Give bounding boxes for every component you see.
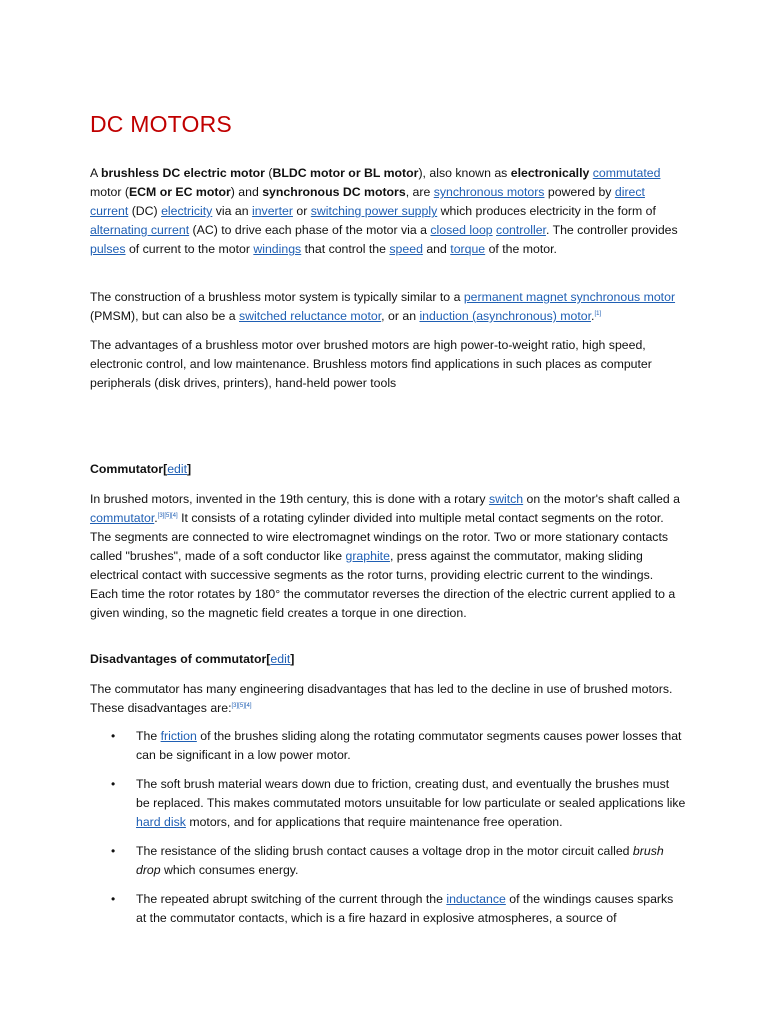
list-item	[111, 775, 686, 832]
text: The repeated abrupt switching of the current through the	[136, 892, 447, 906]
text: motors, and for applications that require maintenance free operation.	[185, 815, 563, 829]
link-switching-power-supply[interactable]: switching power supply	[310, 204, 438, 218]
link-switch[interactable]: switch	[488, 492, 524, 506]
link-switched-reluctance-motor[interactable]: switched reluctance motor	[239, 309, 382, 323]
bracket: ]	[187, 462, 192, 476]
text: The	[136, 729, 161, 743]
link-torque[interactable]: torque	[450, 242, 486, 256]
link-alternating-current[interactable]: alternating current	[90, 223, 190, 237]
bold-term: synchronous DC motors	[262, 185, 406, 199]
text: of the brushes sliding along the rotating commutator segments causes power losses that can be significant in a low power motor.	[136, 729, 682, 762]
construction-paragraph	[90, 288, 682, 326]
text: that control the	[301, 242, 390, 256]
section-heading-disadvantages	[90, 652, 294, 666]
text: ), also known as	[418, 166, 511, 180]
bracket: [	[163, 462, 168, 476]
text: The soft brush material wears down due to friction, creating dust, and eventually the brushes must be replaced. This makes commutated motors unsuitable for low particulate or sealed applications like	[136, 777, 686, 810]
text: which produces electricity in the form of	[437, 204, 656, 218]
link-commutator[interactable]: commutator	[90, 511, 155, 525]
text: The commutator has many engineering disadvantages that has led to the decline in use of brushed motors. These disadvantages are:	[90, 682, 673, 715]
bold-term: BLDC motor or BL motor	[272, 166, 419, 180]
text: A	[90, 166, 101, 180]
link-synchronous-motors[interactable]: synchronous motors	[433, 185, 545, 199]
text: (PMSM), but can also be a	[90, 309, 239, 323]
text: via an	[212, 204, 252, 218]
text: and	[422, 242, 451, 256]
text: (	[264, 166, 273, 180]
text: (AC) to drive each phase of the motor via a	[189, 223, 431, 237]
text: .	[591, 309, 595, 323]
text: , or an	[381, 309, 420, 323]
link-graphite[interactable]: graphite	[345, 549, 390, 563]
text: The construction of a brushless motor system is typically similar to a	[90, 290, 464, 304]
bullet-icon: •	[111, 892, 116, 906]
text: motor (	[90, 185, 129, 199]
text: It consists of a rotating cylinder divided into multiple metal contact segments on the rotor. The segments are connected to wire electromagnet windings on the rotor. Two or more stationary contacts called "brushes", made of a soft conductor like	[90, 511, 669, 563]
text: (DC)	[128, 204, 162, 218]
link-windings[interactable]: windings	[253, 242, 302, 256]
citation-ref[interactable]: [3][5][4]	[231, 702, 252, 709]
edit-link[interactable]: edit	[167, 462, 188, 476]
text: In brushed motors, invented in the 19th century, this is done with a rotary	[90, 492, 489, 506]
link-hard-disk[interactable]: hard disk	[136, 815, 186, 829]
link-speed[interactable]: speed	[389, 242, 423, 256]
bullet-icon: •	[111, 777, 116, 791]
link-inverter[interactable]: inverter	[251, 204, 293, 218]
bullet-icon: •	[111, 729, 116, 743]
bullet-icon: •	[111, 844, 116, 858]
text: ) and	[230, 185, 263, 199]
link-inductance[interactable]: inductance	[446, 892, 506, 906]
link-pulses[interactable]: pulses	[90, 242, 126, 256]
list-item	[111, 727, 686, 765]
link-controller[interactable]: controller	[496, 223, 546, 237]
text: or	[293, 204, 311, 218]
citation-ref[interactable]: [3][5][4]	[157, 512, 178, 519]
commutator-paragraph	[90, 490, 682, 623]
text: of current to the motor	[125, 242, 254, 256]
text: powered by	[544, 185, 615, 199]
edit-link[interactable]: edit	[270, 652, 291, 666]
bracket: ]	[290, 652, 295, 666]
bracket: [	[266, 652, 271, 666]
text: , are	[405, 185, 434, 199]
link-electricity[interactable]: electricity	[161, 204, 213, 218]
italic-term: brush drop	[136, 844, 664, 877]
link-commutated[interactable]: commutated	[592, 166, 661, 180]
citation-ref[interactable]: [1]	[594, 310, 602, 317]
text: .	[154, 511, 158, 525]
intro-paragraph	[90, 164, 682, 259]
text: . The controller provides	[545, 223, 678, 237]
advantages-paragraph: The advantages of a brushless motor over brushed motors are high power-to-weight ratio, high speed, electronic control, and low maintenance. Brushless motors find applications in such places as computer peripherals (disk drives, printers), hand-held power tools	[90, 338, 652, 390]
link-pmsm[interactable]: permanent magnet synchronous motor	[463, 290, 676, 304]
page-title: DC MOTORS	[90, 111, 232, 138]
list-item	[111, 890, 686, 928]
link-induction-motor[interactable]: induction (asynchronous) motor	[419, 309, 592, 323]
text: which consumes energy.	[160, 863, 299, 877]
bold-term: electronically	[510, 166, 590, 180]
bold-term: ECM or EC motor	[128, 185, 231, 199]
list-item	[111, 842, 686, 880]
disadvantages-intro	[90, 680, 682, 718]
link-closed-loop[interactable]: closed loop	[430, 223, 493, 237]
heading-text: Commutator	[90, 462, 164, 476]
text: on the motor's shaft called a	[523, 492, 680, 506]
text: of the windings causes sparks at the commutator contacts, which is a fire hazard in explosive atmospheres, a source of	[136, 892, 674, 925]
text: of the motor.	[485, 242, 557, 256]
heading-text: Disadvantages of commutator	[90, 652, 267, 666]
bold-term: brushless DC electric motor	[100, 166, 265, 180]
link-direct-current[interactable]: direct current	[90, 185, 645, 218]
link-friction[interactable]: friction	[160, 729, 197, 743]
text: , press against the commutator, making sliding electrical contact with successive segments as the rotor turns, providing electric current to the windings. Each time the rotor rotates by 180° the commutator reverses the direction of the electric current applied to a given winding, so the magnetic field creates a torque in one direction.	[90, 549, 676, 620]
text: The resistance of the sliding brush contact causes a voltage drop in the motor circuit called	[136, 844, 633, 858]
section-heading-commutator	[90, 462, 191, 476]
